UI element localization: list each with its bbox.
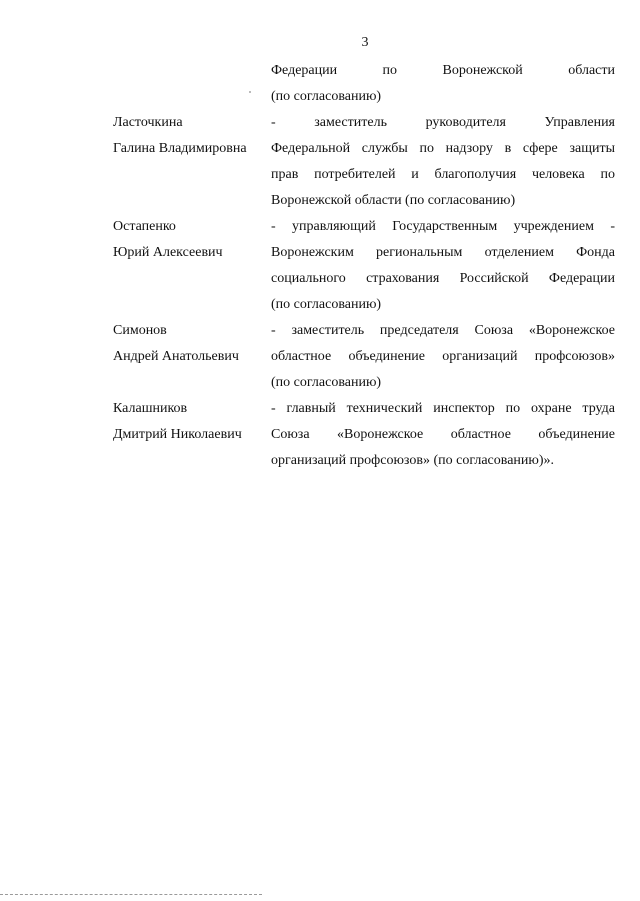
role-line: Федеральной службы по надзору в сфере защиты: [271, 141, 615, 156]
member-name: [113, 110, 271, 162]
role-line: (по согласованию): [271, 89, 382, 104]
list-entry-continuation: [113, 58, 615, 110]
role-line: организаций профсоюзов» (по согласованию)».: [271, 453, 555, 468]
member-surname: Остапенко: [113, 219, 176, 234]
member-given-names: Галина Владимировна: [113, 141, 247, 156]
role-line: - заместитель председателя Союза «Воронежское: [271, 323, 615, 338]
member-given-names: Андрей Анатольевич: [113, 349, 239, 364]
member-role: [271, 396, 615, 474]
role-line: Федерации по Воронежской области: [271, 63, 615, 78]
footer-divider: [0, 894, 262, 895]
members-list: [113, 58, 615, 474]
list-entry: [113, 214, 615, 318]
list-entry: [113, 396, 615, 474]
member-given-names: Юрий Алексеевич: [113, 245, 223, 260]
role-line: областное объединение организаций профсоюзов»: [271, 349, 615, 364]
page-number: 3: [361, 35, 369, 50]
member-given-names: Дмитрий Николаевич: [113, 427, 242, 442]
role-line: - главный технический инспектор по охране труда: [271, 401, 615, 416]
role-line: (по согласованию): [271, 297, 382, 312]
member-role: [271, 214, 615, 318]
role-line: Воронежской области (по согласованию): [271, 193, 516, 208]
role-line: прав потребителей и благополучия человека по: [271, 167, 615, 182]
role-line: Союза «Воронежское областное объединение: [271, 427, 615, 442]
member-name: [113, 318, 271, 370]
list-entry: [113, 318, 615, 396]
member-name: [113, 214, 271, 266]
member-name: [113, 396, 271, 448]
scan-speck: [249, 91, 251, 93]
role-line: - управляющий Государственным учреждением -: [271, 219, 615, 234]
member-surname: Калашников: [113, 401, 188, 416]
list-entry: [113, 110, 615, 214]
member-surname: Ласточкина: [113, 115, 183, 130]
member-surname: Симонов: [113, 323, 167, 338]
role-line: социального страхования Российской Федерации: [271, 271, 615, 286]
role-line: (по согласованию): [271, 375, 382, 390]
member-role: [271, 318, 615, 396]
role-line: - заместитель руководителя Управления: [271, 115, 615, 130]
member-role: [271, 110, 615, 214]
role-line: Воронежским региональным отделением Фонда: [271, 245, 615, 260]
member-role: [271, 58, 615, 110]
